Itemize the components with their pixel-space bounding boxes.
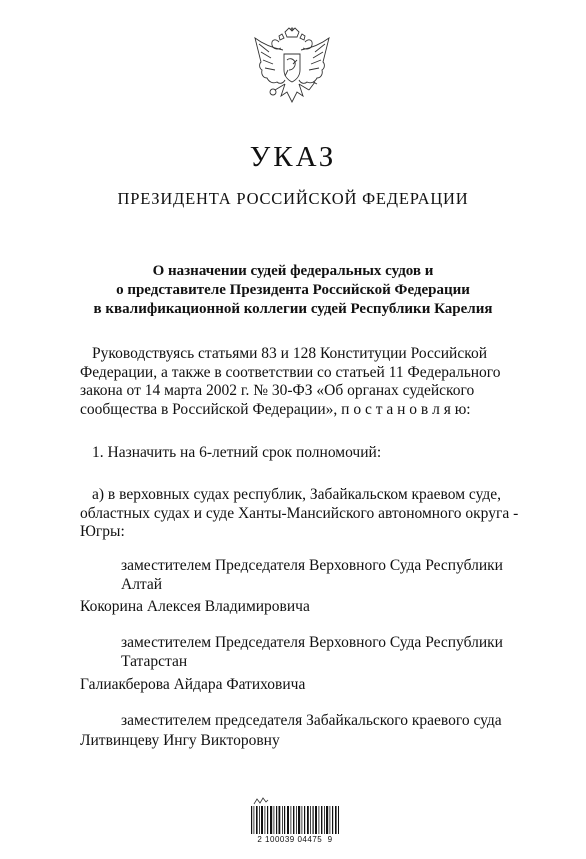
appointee-name: Литвинцеву Ингу Викторовну <box>80 732 280 749</box>
position-line: заместителем председателя Забайкальского краевого суда <box>121 712 502 729</box>
item-1: 1. Назначить на 6-летний срок полномочий: <box>92 444 382 461</box>
russian-coat-of-arms-icon <box>249 26 335 114</box>
barcode-number: 2 100039 04475 9 <box>257 835 333 844</box>
preamble-line: сообщества в Российской Федерации», п о с т а н о в л я ю: <box>80 400 471 418</box>
item-a-line: областных судах и суде Ханты-Мансийского автономного округа - <box>80 504 519 522</box>
position-line: заместителем Председателя Верховного Суда Республики <box>121 634 503 651</box>
appointment-position <box>121 634 533 671</box>
preamble-line: Руководствуясь статьями 83 и 128 Конституции Российской <box>92 345 487 362</box>
item-a-line: Югры: <box>80 523 125 540</box>
subject-line: О назначении судей федеральных судов и <box>152 263 434 279</box>
appointment-position <box>121 712 533 731</box>
barcode <box>247 797 343 849</box>
position-line: Алтай <box>121 575 163 593</box>
item-a-paragraph <box>80 486 532 542</box>
appointment-position <box>121 557 533 594</box>
preamble-line: закона от 14 марта 2002 г. № 30-ФЗ «Об органах судейского <box>80 382 475 399</box>
document-subtitle: ПРЕЗИДЕНТА РОССИЙСКОЙ ФЕДЕРАЦИИ <box>117 189 469 208</box>
subject-line: в квалификационной коллегии судей Республики Карелия <box>93 301 493 317</box>
document-title: УКАЗ <box>249 141 337 173</box>
appointee-name: Галиакберова Айдара Фатиховича <box>80 676 306 693</box>
preamble-paragraph <box>80 345 532 419</box>
appointee-name: Кокорина Алексея Владимировича <box>80 598 310 615</box>
item-a-line: а) в верховных судах республик, Забайкальском краевом суде, <box>92 486 501 503</box>
barcode-icon <box>247 806 343 834</box>
position-line: Татарстан <box>121 652 188 670</box>
position-line: заместителем Председателя Верховного Суда Республики <box>121 557 503 574</box>
subject-line: о представителе Президента Российской Федерации <box>116 282 470 298</box>
decree-subject <box>60 262 526 319</box>
preamble-line: Федерации, а также в соответствии со статьей 11 Федерального <box>80 363 501 381</box>
print-logo-icon <box>253 797 269 805</box>
